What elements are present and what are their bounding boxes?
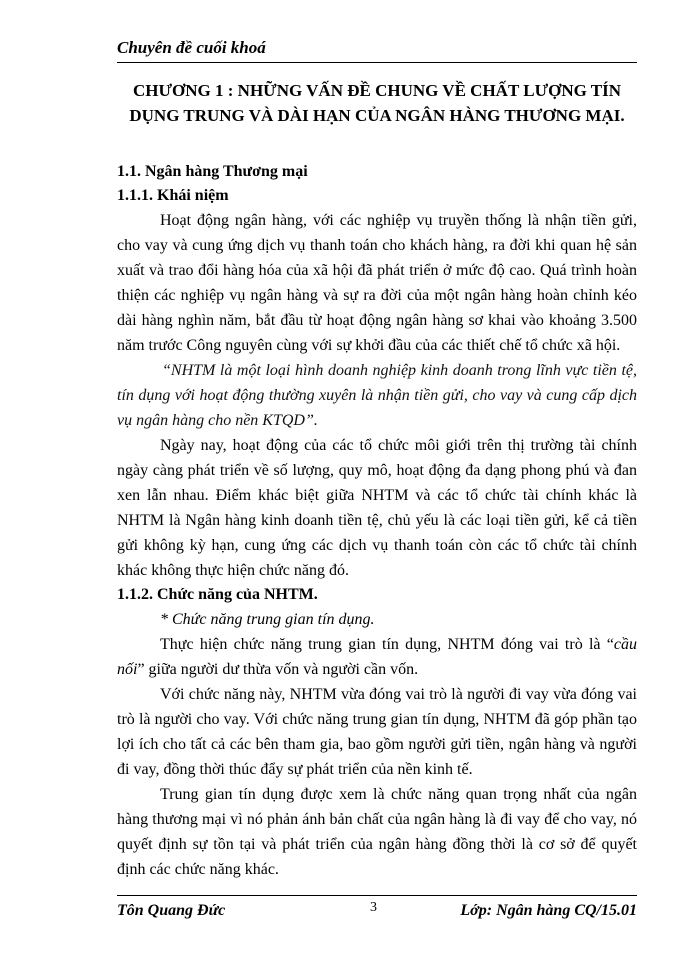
page-header (117, 38, 637, 66)
page-footer (117, 895, 637, 925)
page-number: 3 (370, 900, 377, 915)
paragraph-borrower-lender: Với chức năng này, NHTM vừa đóng vai trò là người đi vay vừa đóng vai trò là người cho vay. Với chức năng trung gian tín dụng, NHTM đã góp phần tạo lợi ích cho tất cả các bên tham gia, bao gồm người gửi tiền, ngân hàng và người đi vay, đồng thời thúc đẩy sự phát triển của nền kinh tế. (117, 686, 637, 778)
chapter-title: CHƯƠNG 1 : NHỮNG VẤN ĐỀ CHUNG VỀ CHẤT LƯỢNG TÍN DỤNG TRUNG VÀ DÀI HẠN CỦA NGÂN HÀNG THƯƠNG MẠI. (129, 81, 625, 125)
page-body (117, 78, 637, 882)
paragraph-most-important-function: Trung gian tín dụng được xem là chức năng quan trọng nhất của ngân hàng thương mại vì nó phản ánh bản chất của ngân hàng là đi vay để cho vay, nó quyết định sự tồn tại và phát triển của ngân hàng đồng thời là cơ sở để quyết định các chức năng khác. (117, 786, 637, 878)
paragraph-bridge-role-end: ” giữa người dư thừa vốn và người cần vốn. (137, 661, 419, 678)
footer-author: Tôn Quang Đức (117, 902, 226, 919)
section-heading-1-1-2: 1.1.2. Chức năng của NHTM. (117, 586, 318, 603)
paragraph-financial-institutions: Ngày nay, hoạt động của các tổ chức môi giới trên thị trường tài chính ngày càng phát triển về số lượng, quy mô, hoạt động đa dạng phong phú và đan xen lẫn nhau. Điểm khác biệt giữa NHTM và các tổ chức tài chính khác là NHTM là Ngân hàng kinh doanh tiền tệ, chủ yếu là các loại tiền gửi, kể cả tiền gửi không kỳ hạn, cung ứng các dịch vụ thanh toán còn các tổ chức tài chính khác không thực hiện chức năng đó. (117, 437, 637, 579)
subheading-credit-intermediary: * Chức năng trung gian tín dụng. (160, 611, 375, 628)
header-title: Chuyên đề cuối khoá (117, 38, 266, 57)
paragraph-bridge-role-italic: cầu nối (117, 636, 637, 678)
paragraph-banking-history: Hoạt động ngân hàng, với các nghiệp vụ truyền thống là nhận tiền gửi, cho vay và cung ứng dịch vụ thanh toán cho khách hàng, ra đời khi quan hệ sản xuất và trao đổi hàng hóa của xã hội đã phát triển ở mức độ cao. Quá trình hoàn thiện các nghiệp vụ ngân hàng và sự ra đời của một ngân hàng hoàn chỉnh kéo dài hàng nghìn năm, bắt đầu từ hoạt động ngân hàng sơ khai vào khoảng 3.500 năm trước Công nguyên cùng với sự khởi đầu của các thiết chế tổ chức xã hội. (117, 212, 637, 354)
footer-rule (117, 895, 637, 896)
paragraph-bridge-role-start: Thực hiện chức năng trung gian tín dụng, NHTM đóng vai trò là “ (160, 636, 614, 653)
footer-class-info: Lớp: Ngân hàng CQ/15.01 (460, 902, 637, 919)
header-rule (117, 62, 637, 63)
definition-quote: “NHTM là một loại hình doanh nghiệp kinh doanh trong lĩnh vực tiền tệ, tín dụng với hoạt động thường xuyên là nhận tiền gửi, cho vay và cung cấp dịch vụ ngân hàng cho nền KTQD”. (117, 362, 637, 429)
section-heading-1-1: 1.1. Ngân hàng Thương mại (117, 163, 308, 180)
section-heading-1-1-1: 1.1.1. Khái niệm (117, 187, 229, 204)
paragraph-bridge-role (117, 632, 637, 682)
